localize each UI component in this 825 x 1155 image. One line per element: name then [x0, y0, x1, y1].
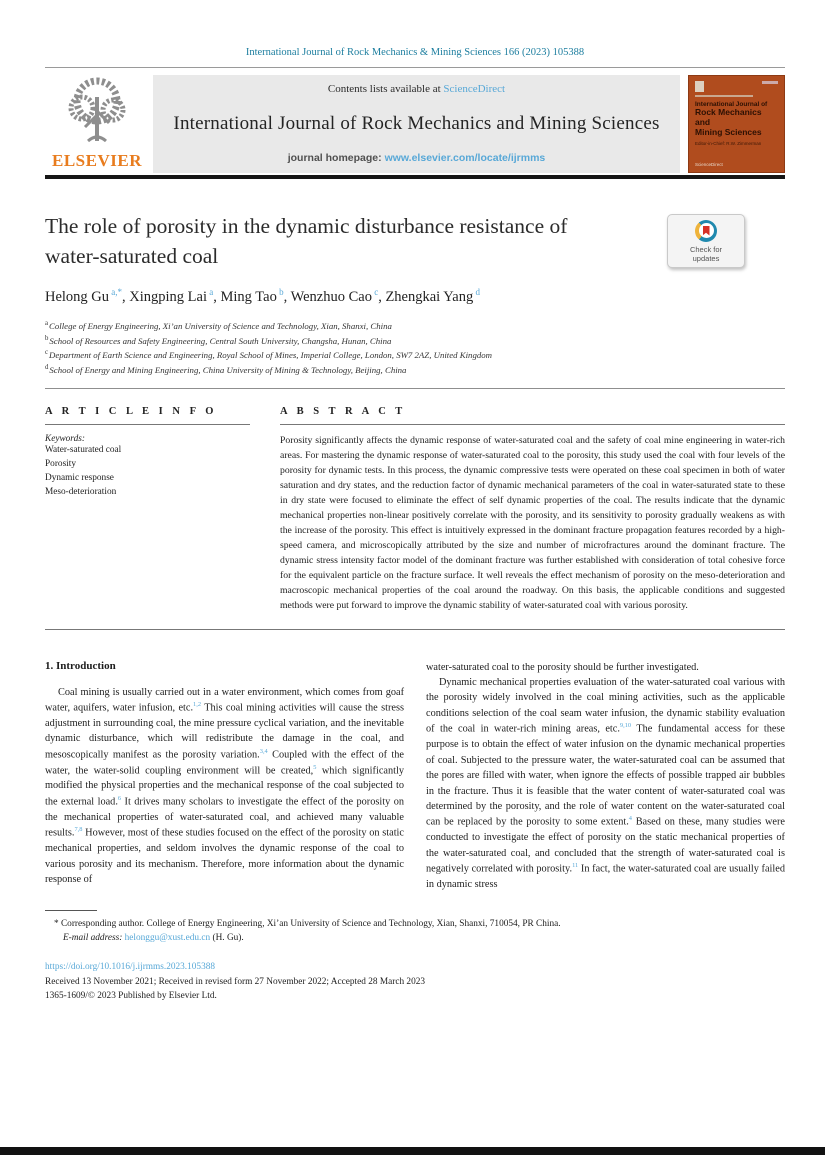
- check-badge-line1: Check for: [689, 244, 723, 254]
- affiliation-a: [45, 319, 785, 334]
- introduction-heading: 1. Introduction: [45, 659, 116, 672]
- crossmark-icon: [695, 220, 717, 242]
- info-abstract-section: [45, 406, 785, 613]
- keyword-water-saturated-coal: Water-saturated coal: [45, 445, 122, 456]
- footer-block: [45, 960, 785, 1003]
- masthead: [45, 75, 785, 173]
- affiliation-d: [45, 363, 785, 378]
- badge-area: [605, 212, 745, 271]
- received-dates-line: Received 13 November 2021; Received in revised form 27 November 2022; Accepted 28 March 2023: [45, 976, 426, 987]
- affiliation-c-text: Department of Earth Science and Engineering, Royal School of Mines, Imperial College, London, SW7 2AZ, United Kingdom: [49, 350, 492, 361]
- affiliations-divider: [45, 388, 785, 389]
- check-badge-label: [690, 245, 722, 263]
- journal-cover-thumbnail[interactable]: [688, 75, 785, 173]
- journal-homepage-line: [159, 152, 674, 164]
- article-info-column: [45, 406, 250, 613]
- contents-prefix: Contents lists available at: [327, 83, 444, 95]
- introduction-paragraph-left: Coal mining is usually carried out in a water environment, which comes from goaf water, aquifers, water infusion, etc.$^{1,2}$ This coal mining activities will cause the stress adjustment in surrounding coal, the mine pressure cyclical variation, and the inevitable dynamic disturbance, which will redistribute the damage in the coal, and mesoscopically manifest as the porosity variation.$^{3,4}$ Coupled with the effect of the water, the water-solid coupling environment will be created,$^5$ which significantly modified the physical properties and the mechanical response of the coal subjected to the external load.$^6$ It drives many scholars to investigate the effect of the porosity on the mechanical properties of water-saturated coal, and achieved many valuable results.$^{7,8}$ However, most of these studies focused on the effect of the porosity on static mechanical properties, and seldom involves the dynamic response of the coal to various porosity and its mechanism. Therefore, more information about the dynamic response of: [45, 686, 405, 885]
- journal-citation-link[interactable]: International Journal of Rock Mechanics & Mining Sciences 166 (2023) 105388: [245, 47, 585, 58]
- issn-copyright-line: 1365-1609/© 2023 Published by Elsevier Ltd.: [45, 991, 217, 1002]
- affiliation-b: [45, 334, 785, 349]
- elsevier-wordmark: ELSEVIER: [52, 151, 142, 170]
- keywords-label: Keywords:: [45, 434, 85, 445]
- homepage-prefix: journal homepage:: [287, 152, 385, 164]
- doi-link[interactable]: https://doi.org/10.1016/j.ijrmms.2023.105388: [45, 962, 216, 973]
- cover-footer-text: ScienceDirect: [695, 162, 723, 167]
- cover-editor-line: Editor-in-Chief: R.W. Zimmerman: [695, 141, 762, 147]
- cover-header: [695, 81, 778, 92]
- sciencedirect-link[interactable]: ScienceDirect: [443, 83, 506, 95]
- keyword-dynamic-response: Dynamic response: [45, 473, 114, 484]
- elsevier-tree-icon: [58, 75, 136, 149]
- affiliation-a-sup: a: [45, 320, 49, 328]
- keyword-porosity: Porosity: [45, 459, 76, 470]
- cover-issue-mark: [762, 81, 778, 84]
- corresponding-author-footnote: [45, 918, 785, 946]
- introduction-paragraph-right-1: water-saturated coal to the porosity should be further investigated.: [426, 661, 699, 673]
- affiliations: [45, 319, 785, 377]
- article-info-header: A R T I C L E I N F O: [45, 406, 217, 418]
- check-for-updates-button[interactable]: [667, 214, 745, 268]
- cover-title-line1: International Journal of: [695, 101, 768, 108]
- right-column: [426, 660, 785, 893]
- footnote-separator: [45, 910, 97, 911]
- affiliation-b-text: School of Resources and Safety Engineering, Central South University, Changsha, Hunan, China: [49, 335, 392, 346]
- check-badge-line2: updates: [692, 253, 720, 263]
- header-divider: [45, 67, 785, 68]
- abstract-column: [280, 406, 785, 613]
- introduction-paragraph-right-2: Dynamic mechanical properties evaluation of the water-saturated coal various with the porosity widely involved in the coal mining activities, such as the applicable conditions selection of the coal seam water infusion, the dynamic stability evaluation of the coal in water-rich mining areas, etc.$^{9,10}$ The fundamental access for these purpose is to obtain the effect of water infusion on the dynamic mechanical properties of coal. Subjected to the pressure water, the water-saturated coal can be assumed that the pores are filled with water, when ignore the effects of possible trapped air bubbles in the fracture. Thus it is feasible that the water content of water-saturated coal was determined by the porosity, and the role of water content on the water-saturated coal can be replaced by the porosity to some extent.$^4$ Based on these, many studies were conducted to investigate the effect of porosity on the static mechanical properties of the water-saturated coal, and concluded that the strength of water-saturated coal is negatively correlated with porosity.$^{11}$ In fact, the water-saturated coal are usually failed in dynamic stress: [426, 677, 785, 890]
- article-info-rule: [45, 424, 250, 425]
- cover-title-line3: and: [695, 116, 711, 127]
- bookmark-icon: [703, 226, 710, 236]
- keyword-meso-deterioration: Meso-deterioration: [45, 487, 117, 498]
- cover-publisher-mark: [695, 81, 704, 92]
- abstract-header: A B S T R A C T: [280, 406, 406, 418]
- cover-rule: [695, 95, 753, 97]
- footnote-email-line: E-mail address: helonggu@xust.edu.cn (H. Gu).: [63, 933, 244, 944]
- article-title: The role of porosity in the dynamic disturbance resistance of water-saturated coal: [45, 214, 568, 268]
- affiliation-b-sup: b: [45, 334, 49, 342]
- journal-title: International Journal of Rock Mechanics and Mining Sciences: [173, 112, 660, 134]
- affiliation-c-sup: c: [45, 349, 49, 357]
- left-column: [45, 660, 404, 893]
- abstract-text: Porosity significantly affects the dynamic response of water-saturated coal and the safety of coal mine engineering in water-rich areas. For mastering the dynamic response of water-saturated coal to the porosity, this study used the coal with four levels of the porosity for dynamic tests. In this process, the dynamic compressive tests were operated on these coal specimen in both of water saturation and dry states, and the reduction factor of dynamic mechanical parameters of the coal in water-saturated state to these in dry state were focused to eliminate the effect of self dynamic properties of the coal. The results indicate that the dynamic mechanical properties non-linear positively correlate with the porosity, and its sensitivity to porosity gradually weakens as with the increase of the porosity. This effect is intuitively expressed in the dominant fracture propagation features recorded by a high-speed camera, and microscopically attributed by the size and number of microfractures around the dominant fracture. The dynamic stress intensity factor model of the dominant fracture was further established with consideration of total cohesive force for the equivalent particle on the fracture surface. It well reveals the effect mechanism of porosity on the meso-deterioration and macroscopic mechanical properties of the coal around the roadway. On this basis, the applicable conditions and suggested methods were put forward to improve the dynamic stability of water-saturated coal with various porosity.: [280, 435, 785, 611]
- footnote-line1: * Corresponding author. College of Energy Engineering, Xi’an University of Science and Technology, Xian, Shanxi, 710054, PR China.: [54, 919, 561, 930]
- introduction-section: [45, 660, 785, 893]
- elsevier-logo[interactable]: [45, 75, 149, 173]
- journal-homepage-link[interactable]: www.elsevier.com/locate/ijrmms: [384, 152, 546, 164]
- contents-list-line: [159, 83, 674, 95]
- author-list: Helong Gu $^{a,*}$, Xingping Lai $^a$, Ming Tao $^b$, Wenzhuo Cao $^c$, Zhengkai Yang $^d$: [45, 287, 480, 306]
- affiliation-d-sup: d: [45, 363, 49, 371]
- affiliation-d-text: School of Energy and Mining Engineering, China University of Mining & Technology, Beijing, China: [49, 364, 407, 375]
- page-bottom-bar: [0, 1147, 825, 1155]
- abstract-bottom-rule: [45, 629, 785, 630]
- title-block: [45, 212, 785, 271]
- cover-title-line2: Rock Mechanics: [695, 107, 762, 117]
- affiliation-c: [45, 348, 785, 363]
- masthead-center-panel: [153, 75, 680, 173]
- affiliation-a-text: College of Energy Engineering, Xi’an University of Science and Technology, Xian, Shanxi, China: [49, 321, 392, 332]
- abstract-rule: [280, 424, 785, 425]
- masthead-bottom-rule: [45, 175, 785, 179]
- cover-title-line4: Mining Sciences: [695, 126, 762, 137]
